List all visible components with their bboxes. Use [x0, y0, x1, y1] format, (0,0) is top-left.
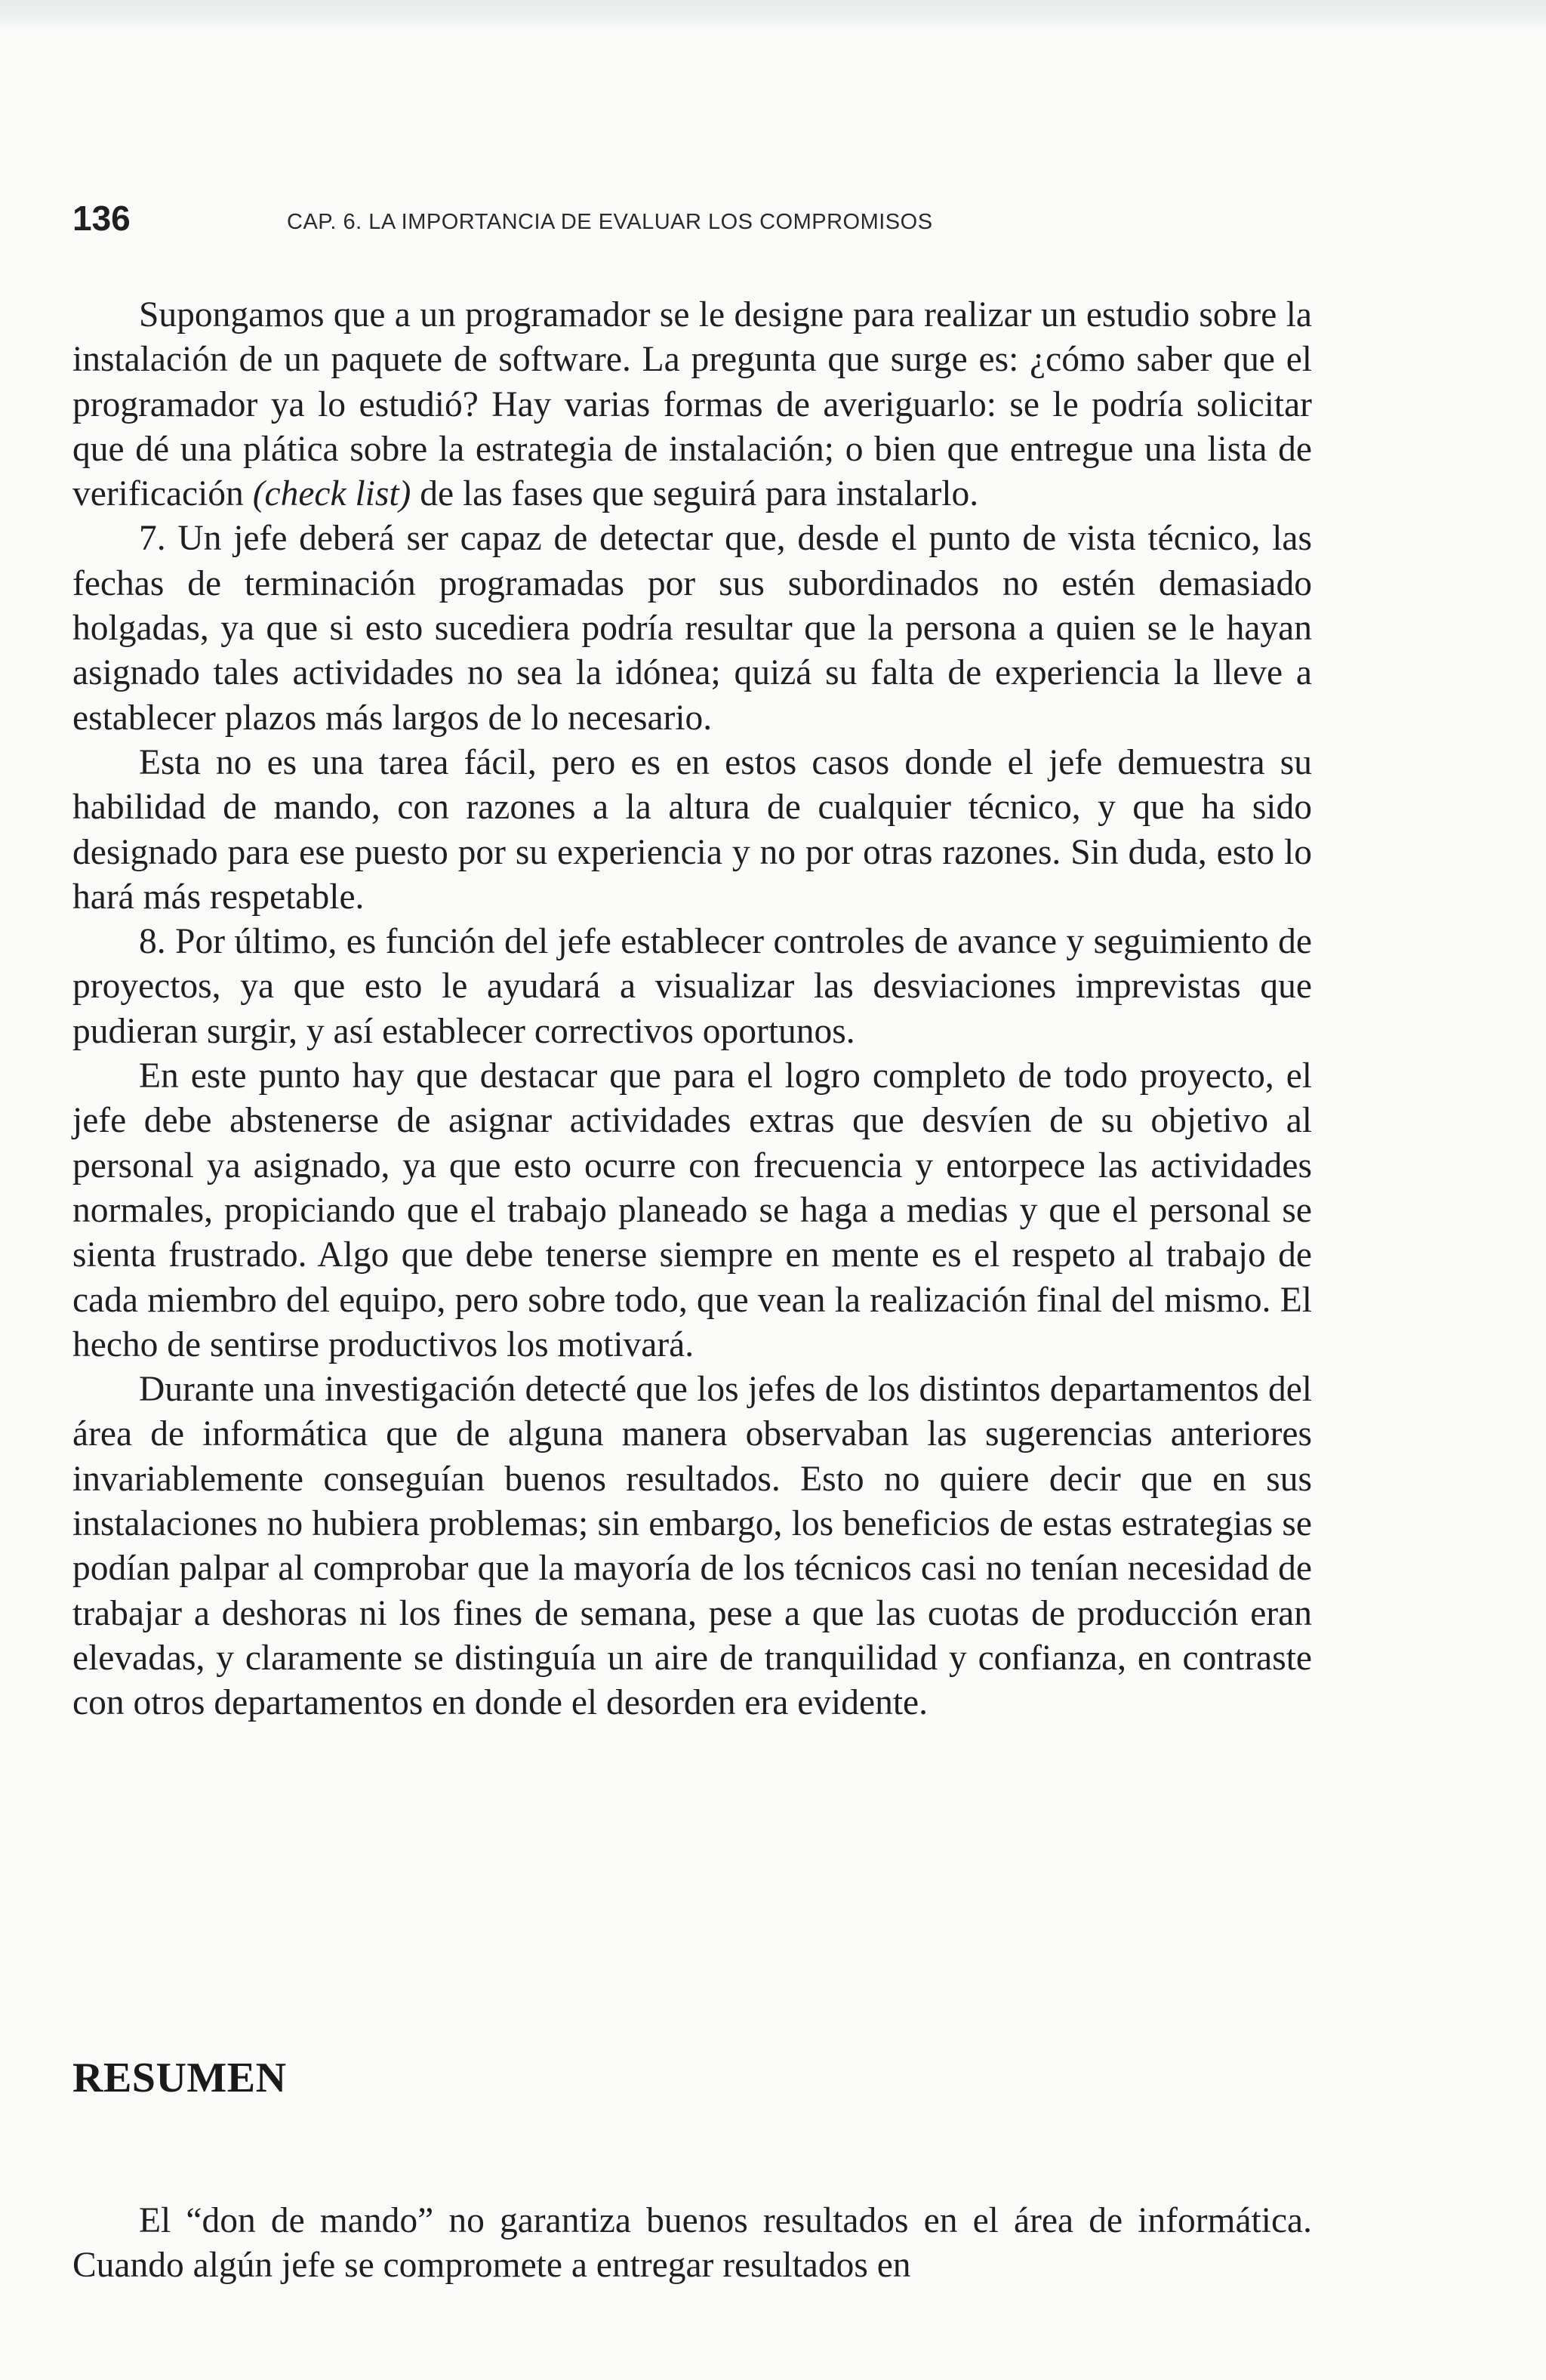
paragraph: [72, 293, 1312, 516]
page-number: 136: [72, 199, 131, 238]
paragraph-text: Supongamos que a un programador se le designe para realizar un estudio sobre la instalación de un paquete de software. La pregunta que surge es: ¿cómo saber que el programador ya lo estudió? Hay varias formas de averiguarlo: se le podría solicitar que dé una plática sobre la estrategia de instalación; o bien que entregue una lista de verificación: [72, 295, 1312, 514]
page-header: [72, 198, 1318, 243]
scan-edge: [0, 0, 1546, 30]
summary-text: [72, 2199, 1312, 2289]
paragraph: 8. Por último, es función del jefe establecer controles de avance y seguimiento de proyectos, ya que esto le ayudará a visualizar las desviaciones imprevistas que pudieran surgir, y así establecer correctivos oportunos.: [72, 922, 1312, 1051]
paragraph: Esta no es una tarea fácil, pero es en estos casos donde el jefe demuestra su habilidad de mando, con razones a la altura de cualquier técnico, y que ha sido designado para ese puesto por su experiencia y no por otras razones. Sin duda, esto lo hará más respetable.: [72, 742, 1312, 917]
italic-term: (check list): [252, 474, 411, 514]
paragraph: Durante una investigación detecté que los jefes de los distintos departamentos del área de informática que de alguna manera observaban las sugerencias anteriores invariablemente conseguían buenos resultados. Esto no quiere decir que en sus instalaciones no hubiera problemas; sin embargo, los beneficios de estas estrategias se podían palpar al comprobar que la mayoría de los técnicos casi no tenían necesidad de trabajar a deshoras ni los fines de semana, pese a que las cuotas de producción eran elevadas, y claramente se distinguía un aire de tranquilidad y confianza, en contraste con otros departamentos en donde el desorden era evidente.: [72, 1370, 1312, 1723]
paragraph: El “don de mando” no garantiza buenos resultados en el área de informática. Cuando algún jefe se compromete a entregar resultados en: [72, 2201, 1312, 2286]
paragraph-text: de las fases que seguirá para instalarlo.: [411, 474, 979, 514]
section-heading: RESUMEN: [72, 2055, 287, 2101]
running-head: CAP. 6. LA IMPORTANCIA DE EVALUAR LOS COMPROMISOS: [287, 210, 933, 234]
paragraph: 7. Un jefe deberá ser capaz de detectar que, desde el punto de vista técnico, las fechas de terminación programadas por sus subordinados no estén demasiado holgadas, ya que si esto sucediera podría resultar que la persona a quien se le hayan asignado tales actividades no sea la idónea; quizá su falta de experiencia la lleve a establecer plazos más largos de lo necesario.: [72, 519, 1312, 738]
body-text: [72, 293, 1312, 1726]
paragraph: En este punto hay que destacar que para el logro completo de todo proyecto, el jefe debe abstenerse de asignar actividades extras que desvíen de su objetivo al personal ya asignado, ya que esto ocurre con frecuencia y entorpece las actividades normales, propiciando que el trabajo planeado se haga a medias y que el personal se sienta frustrado. Algo que debe tenerse siempre en mente es el respeto al trabajo de cada miembro del equipo, pero sobre todo, que vean la realización final del mismo. El hecho de sentirse productivos los motivará.: [72, 1056, 1312, 1364]
